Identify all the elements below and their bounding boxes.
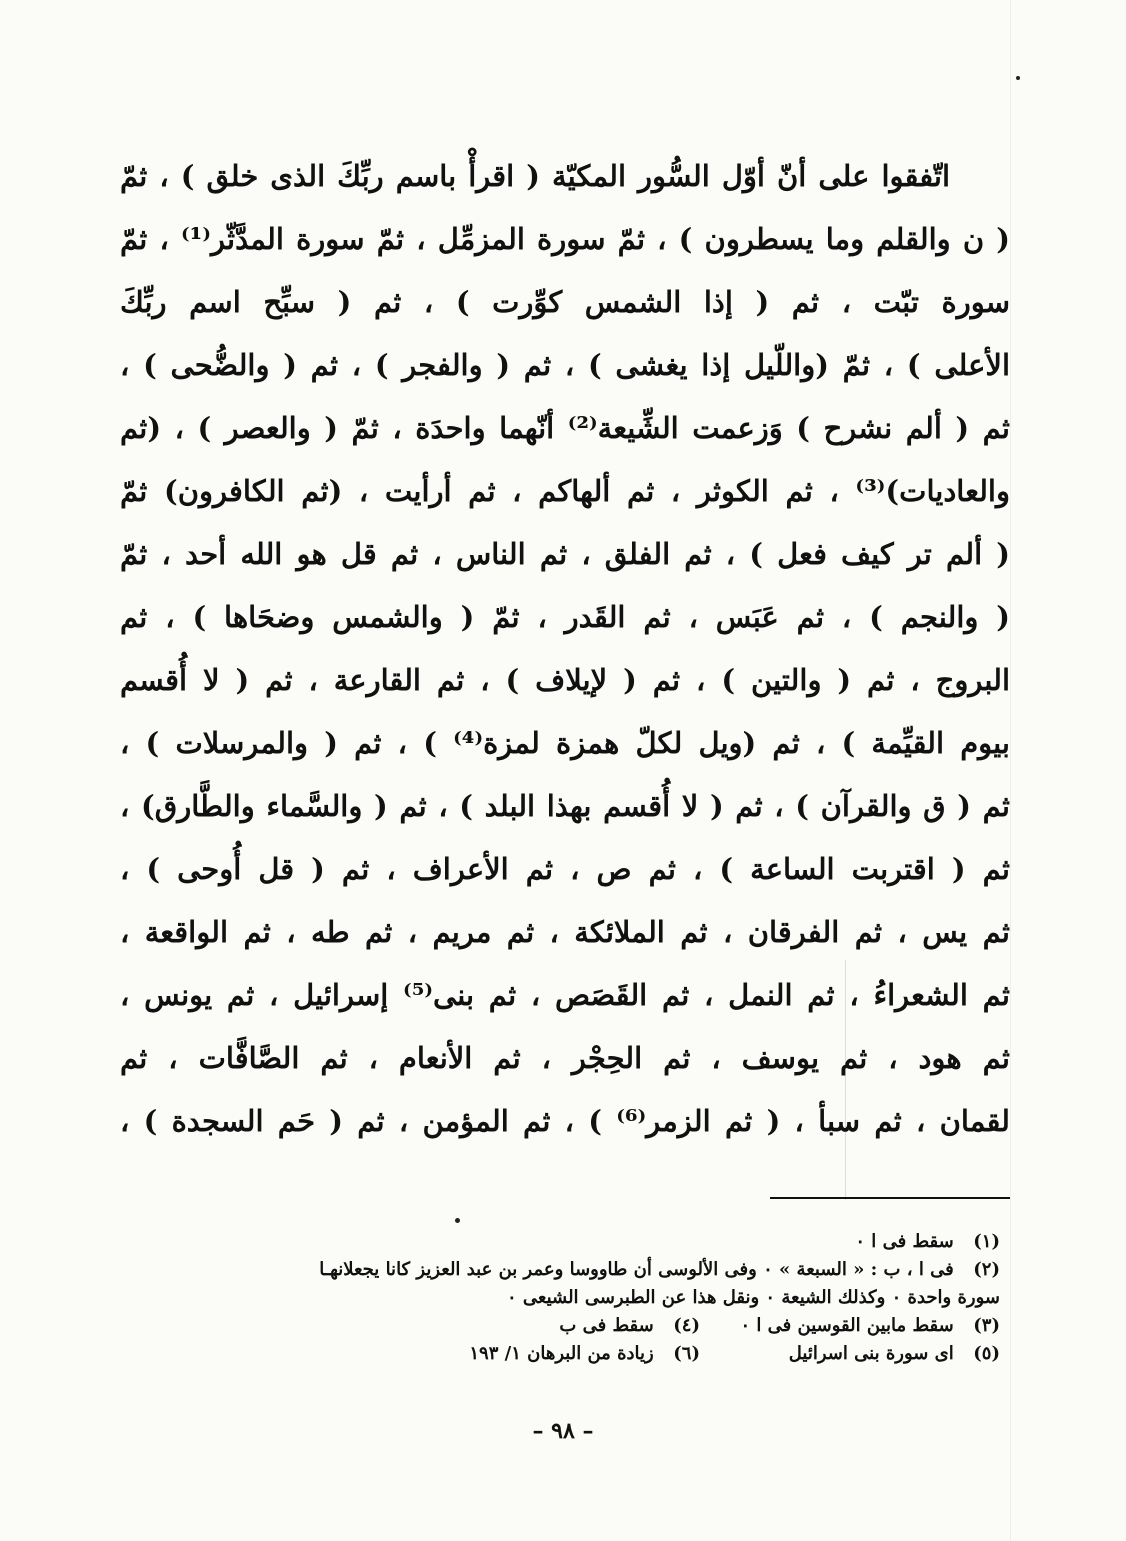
main-text xyxy=(120,145,1010,1153)
text-line: ( ألم تر كيف فعل ) ، ثم الفلق ، ثم الناس ، ثم قل هو الله أحد ، ثمّ xyxy=(120,537,1010,571)
text-line: ثم ( ألم نشرح ) وَزعمت الشِّيعة⁽²⁾ أنّهما واحدَة ، ثمّ ( والعصر ) ، (ثم xyxy=(120,411,1010,445)
footnote-3 xyxy=(700,1312,1000,1340)
footnote-text: سقط فى ا ٠ xyxy=(855,1231,954,1252)
text-line: الأعلى ) ، ثمّ (واللّيل إذا يغشى ) ، ثم ( والفجر ) ، ثم ( والضُّحى ) ، xyxy=(120,348,1010,382)
text-line: البروج ، ثم ( والتين ) ، ثم ( لإيلاف ) ، ثم القارعة ، ثم ( لا أُقسم xyxy=(120,663,1010,697)
footnotes xyxy=(135,1228,1000,1368)
text-line: ( والنجم ) ، ثم عَبَس ، ثم القَدر ، ثمّ ( والشمس وضحَاها ) ، ثم xyxy=(120,600,1010,634)
footnote-number: (٦) xyxy=(673,1343,700,1364)
footnote-text: سقط مابين القوسين فى ا ٠ xyxy=(740,1315,954,1336)
footnote-number: (٢) xyxy=(973,1259,1000,1280)
text-line: ثم الشعراءُ ، ثم النمل ، ثم القَصَص ، ثم بنى⁽⁵⁾ إسرائيل ، ثم يونس ، xyxy=(120,978,1010,1012)
footnote-number: (١) xyxy=(973,1231,1000,1252)
footnote-number: (٣) xyxy=(973,1315,1000,1336)
footnote-text: سقط فى ب xyxy=(559,1315,654,1336)
footnote-5 xyxy=(700,1340,1000,1368)
text-line: ثم هود ، ثم يوسف ، ثم الحِجْر ، ثم الأنعام ، ثم الصَّافَّات ، ثم xyxy=(120,1041,1010,1075)
text-line: سورة تبّت ، ثم ( إذا الشمس كوِّرت ) ، ثم ( سبِّح اسم ربِّكَ xyxy=(120,285,1010,319)
text-line: لقمان ، ثم سبأ ، ( ثم الزمر⁽⁶⁾ ) ، ثم المؤمن ، ثم ( حَم السجدة ) ، xyxy=(120,1104,1010,1138)
footnote-text: اى سورة بنى اسرائيل xyxy=(788,1343,954,1364)
footnote-separator xyxy=(770,1197,1010,1199)
text-line: ثم يس ، ثم الفرقان ، ثم الملائكة ، ثم مريم ، ثم طه ، ثم الواقعة ، xyxy=(120,915,1010,949)
text-line: ثم ( اقتربت الساعة ) ، ثم ص ، ثم الأعراف ، ثم ( قل أُوحى ) ، xyxy=(120,852,1010,886)
footnote-text: زيادة من البرهان ١/ ١٩٣ xyxy=(469,1343,654,1364)
footnote-4 xyxy=(559,1312,700,1340)
text-line: ( ن والقلم وما يسطرون ) ، ثمّ سورة المزمِّل ، ثمّ سورة المدَّثّر⁽¹⁾ ، ثمّ xyxy=(120,222,1010,256)
footnote-text: فى ا ، ب : « السبعة » ٠ وفى الألوسى أن طاووسا وعمر بن عبد العزيز كانا يجعلانهـا xyxy=(319,1259,954,1280)
footnote-number: (٤) xyxy=(673,1315,700,1336)
footnote-1 xyxy=(135,1228,1000,1256)
footnote-2 xyxy=(135,1256,1000,1284)
page-number: – ٩٨ – xyxy=(532,1418,594,1444)
text-line: بيوم القيِّمة ) ، ثم (ويل لكلّ همزة لمزة⁽⁴⁾ ) ، ثم ( والمرسلات ) ، xyxy=(120,726,1010,760)
footnote-6 xyxy=(469,1340,700,1368)
footnote-row-3-4 xyxy=(135,1312,1000,1340)
scan-artifact-line xyxy=(1010,0,1011,1541)
scan-speck xyxy=(455,1218,460,1223)
text-line: والعاديات)⁽³⁾ ، ثم الكوثر ، ثم ألهاكم ، ثم أرأيت ، (ثم الكافرون) ثمّ xyxy=(120,474,1010,508)
footnote-row-5-6 xyxy=(135,1340,1000,1368)
text-line: اتّفقوا على أنّ أوّل السُّور المكيّة ( اقرأْ باسم ربِّكَ الذى خلق ) ، ثمّ xyxy=(120,159,950,193)
footnote-text: سورة واحدة ٠ وكذلك الشيعة ٠ ونقل هذا عن الطبرسى الشيعى ٠ xyxy=(506,1287,1000,1308)
footnote-2-continuation xyxy=(135,1284,1000,1312)
text-line: ثم ( ق والقرآن ) ، ثم ( لا أُقسم بهذا البلد ) ، ثم ( والسَّماء والطَّارق) ، xyxy=(120,789,1010,823)
scan-speck xyxy=(1016,76,1020,80)
footnote-number: (٥) xyxy=(973,1343,1000,1364)
